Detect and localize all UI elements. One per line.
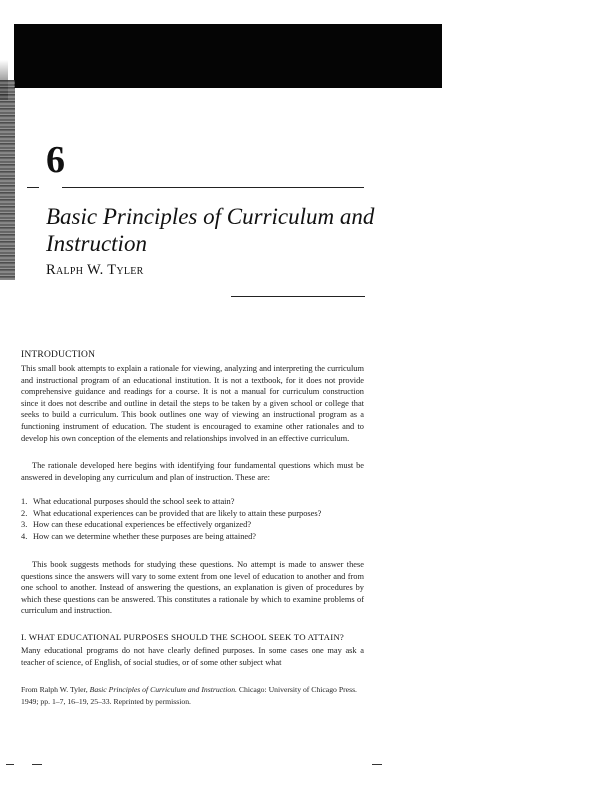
crop-mark-left bbox=[6, 764, 14, 765]
question-text: How can we determine whether these purposes are being attained? bbox=[33, 531, 257, 541]
intro-paragraph-3: This book suggests methods for studying these questions. No attempt is made to answer these questions since the answers will vary to some extent from one level of education to another and from one school to another. Instead of answering the questions, an explanation is given of procedures by which these questions can be answered. This constitutes a rationale by which to examine problems of curriculum and instruction. bbox=[21, 560, 364, 616]
list-item bbox=[21, 496, 371, 508]
chapter-title: Basic Principles of Curriculum and Instruction bbox=[46, 204, 375, 256]
footnote-suffix: Chicago: University of Chicago Press. 1949; pp. 1–7, 16–19, 25–33. Reprinted by permission. bbox=[21, 685, 357, 706]
rule-title-top bbox=[62, 187, 364, 188]
question-number: 1. bbox=[21, 497, 28, 506]
source-footnote bbox=[21, 684, 366, 708]
fundamental-questions-list bbox=[21, 496, 371, 542]
list-item bbox=[21, 508, 371, 520]
list-item bbox=[21, 519, 371, 531]
list-item bbox=[21, 531, 371, 543]
footnote-book-title: Basic Principles of Curriculum and Instruction. bbox=[89, 685, 237, 694]
section-1-heading: I. WHAT EDUCATIONAL PURPOSES SHOULD THE SCHOOL SEEK TO ATTAIN? bbox=[21, 632, 345, 642]
scan-dark-band bbox=[14, 24, 442, 88]
chapter-number: 6 bbox=[46, 139, 65, 181]
intro-paragraph-1: This small book attempts to explain a rationale for viewing, analyzing and interpreting the curriculum and instructional program of an educational institution. It is not a textbook, for it does not provide comprehensive guidance and readings for a course. It is not a manual for curriculum construction since it does not describe and outline in detail the steps to be taken by a given school or college that seeks to build a curriculum. This book outlines one way of viewing an instructional program as a functioning instrument of education. The student is encouraged to examine other rationales and to develop his own conception of the elements and relationships involved in an effective curriculum. bbox=[21, 364, 364, 443]
intro-paragraph-2: The rationale developed here begins with identifying four fundamental questions which must be answered in developing any curriculum and plan of instruction. These are: bbox=[21, 461, 364, 482]
crop-mark-left-2 bbox=[32, 764, 42, 765]
chapter-author: Ralph W. Tyler bbox=[46, 262, 144, 278]
question-number: 4. bbox=[21, 531, 28, 541]
introduction-heading: INTRODUCTION bbox=[21, 350, 96, 360]
rule-author-bottom bbox=[231, 296, 365, 297]
scan-binding-edge bbox=[0, 80, 15, 280]
footnote-prefix: From Ralph W. Tyler, bbox=[21, 685, 90, 694]
question-text: How can these educational experiences be effectively organized? bbox=[33, 520, 252, 530]
section-1-paragraph: Many educational programs do not have clearly defined purposes. In some cases one may ask a teacher of science, of English, of social studies, or of some other subject what bbox=[21, 646, 364, 667]
rule-left-short bbox=[27, 187, 39, 188]
question-number: 3. bbox=[21, 520, 28, 530]
question-text: What educational purposes should the school seek to attain? bbox=[33, 497, 235, 506]
question-text: What educational experiences can be provided that are likely to attain these purposes? bbox=[33, 508, 322, 518]
crop-mark-right bbox=[372, 764, 382, 765]
question-number: 2. bbox=[21, 508, 28, 518]
